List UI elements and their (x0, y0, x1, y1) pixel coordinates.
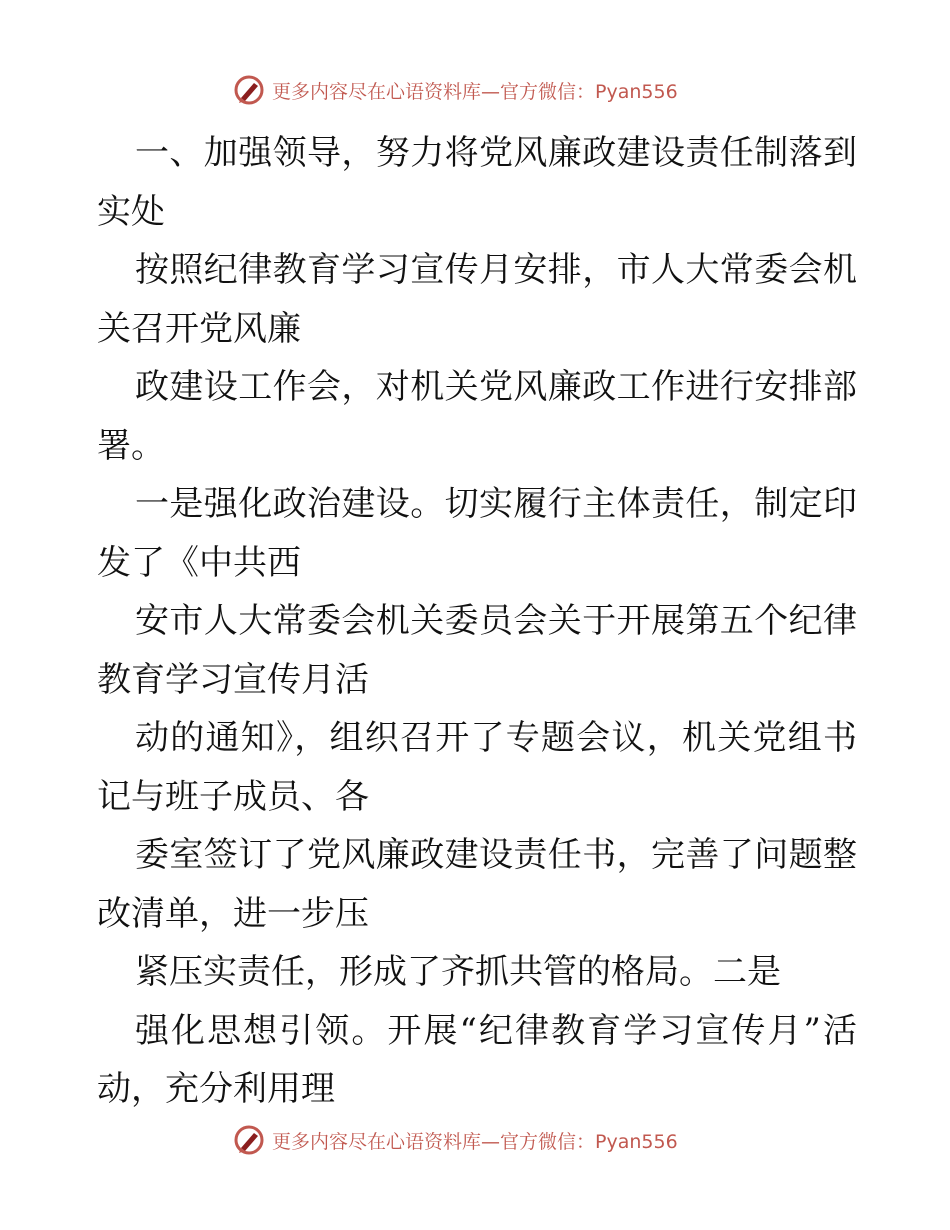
paragraph: 一、加强领导，努力将党风廉政建设责任制落到实处 (97, 133, 857, 232)
document-body (97, 124, 857, 1119)
banner-text: 更多内容尽在心语资料库—官方微信：Pyan556 (272, 80, 678, 103)
paragraph: 一是强化政治建设。切实履行主体责任，制定印发了《中共西 (97, 484, 857, 583)
paragraph: 委室签订了党风廉政建设责任书，完善了问题整改清单，进一步压 (97, 835, 857, 934)
pen-logo-icon (232, 73, 266, 107)
paragraph: 安市人大常委会机关委员会关于开展第五个纪律教育学习宣传月活 (97, 601, 857, 700)
banner-text: 更多内容尽在心语资料库—官方微信：Pyan556 (272, 1130, 678, 1153)
paragraph: 政建设工作会，对机关党风廉政工作进行安排部署。 (97, 367, 857, 466)
paragraph: 紧压实责任，形成了齐抓共管的格局。二是 (135, 952, 781, 992)
footer-watermark-banner (232, 1123, 712, 1157)
paragraph: 强化思想引领。开展“纪律教育学习宣传月”活动，充分利用理 (97, 1010, 857, 1109)
header-watermark-banner (232, 73, 712, 107)
pen-logo-icon (232, 1123, 266, 1157)
paragraph: 动的通知》，组织召开了专题会议，机关党组书记与班子成员、各 (97, 718, 857, 817)
paragraph: 按照纪律教育学习宣传月安排，市人大常委会机关召开党风廉 (97, 250, 857, 349)
